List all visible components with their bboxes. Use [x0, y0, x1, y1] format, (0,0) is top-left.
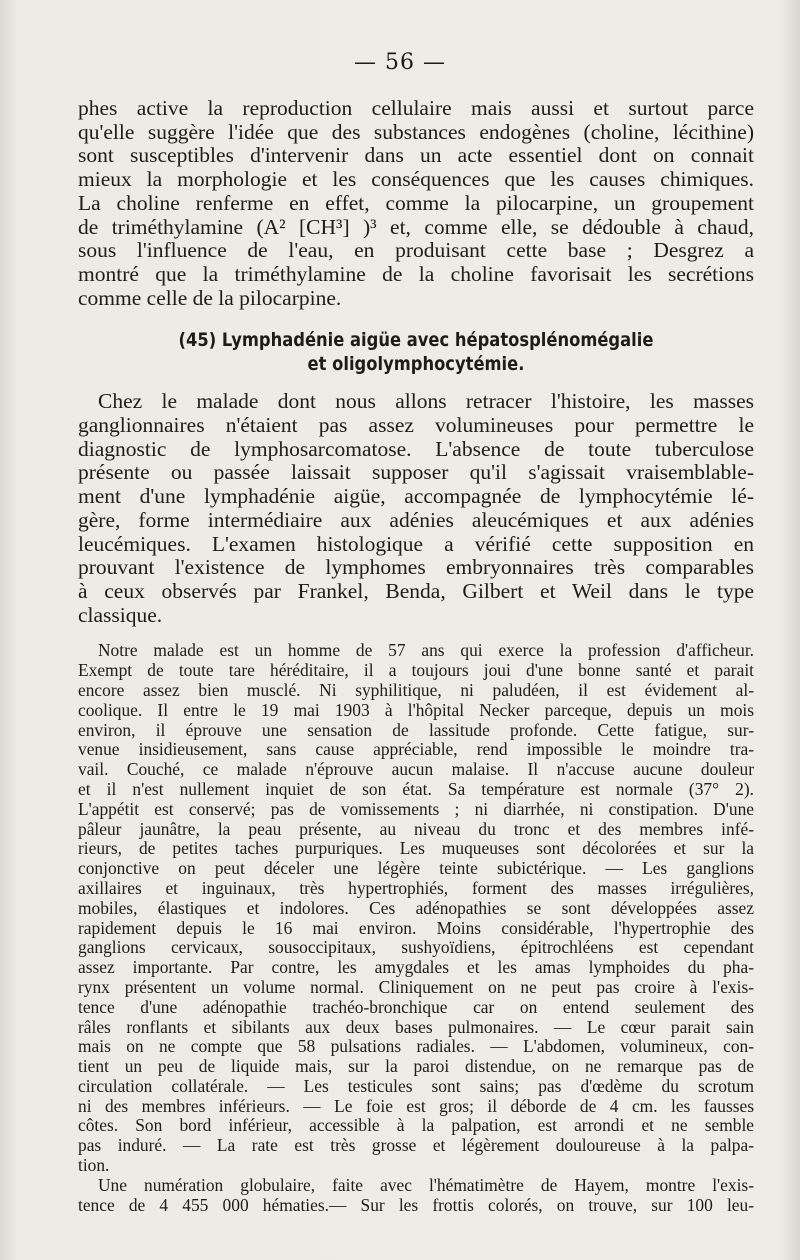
text-line: tence d'une adénopathie trachéo-bronchique car on entend seulement des [78, 996, 754, 1017]
section-title-line-1: (45) Lymphadénie aigüe avec hépatosplénomégalie [178, 329, 654, 352]
text-line: pâleur jaunâtre, la peau présente, au niveau du tronc et des membres infé- [78, 818, 754, 839]
text-line: Une numération globulaire, faite avec l'hématimètre de Hayem, montre l'exis- [98, 1174, 754, 1195]
text-line: leucémiques. L'examen histologique a vérifié cette supposition en [78, 531, 754, 556]
text-line: présente ou passée laissait supposer qu'il s'agissait vraisemblable- [78, 460, 754, 485]
text-line: Exempt de toute tare héréditaire, il a toujours joui d'une bonne santé et parait [78, 660, 754, 681]
text-line: assez importante. Par contre, les amygdales et les amas lymphoides du pha- [78, 957, 754, 978]
text-line: mieux la morphologie et les conséquences que les causes chimiques. [78, 167, 754, 192]
text-line: pas induré. — La rate est très grosse et légèrement douloureuse à la palpa- [78, 1135, 754, 1156]
text-line: rieurs, de petites taches purpuriques. Les muqueuses sont décolorées et sur la [78, 838, 754, 859]
text-line: tion. [78, 1155, 110, 1176]
paragraph-case-observation [78, 641, 754, 1215]
page-body [78, 97, 754, 1215]
text-line: montré que la triméthylamine de la choline favorisait les secrétions [78, 261, 754, 286]
text-line: ni des membres inférieurs. — Le foie est gros; il déborde de 4 cm. les fausses [78, 1095, 754, 1116]
text-line: tient un peu de liquide mais, sur la paroi distendue, on ne remarque pas de [78, 1056, 754, 1077]
text-line: diagnostic de lymphosarcomatose. L'absence de toute tuberculose [78, 436, 754, 461]
text-line: mais on ne compte que 58 pulsations radiales. — L'abdomen, volumineux, con- [78, 1036, 754, 1057]
text-line: de triméthylamine (A² [CH³] )³ et, comme elle, se dédouble à chaud, [78, 214, 754, 239]
text-line: côtes. Son bord inférieur, accessible à la palpation, est arrondi et ne semble [78, 1115, 754, 1136]
text-line: environ, il éprouve une sensation de lassitude profonde. Cette fatigue, sur- [78, 719, 754, 740]
page-number: — 56 — [354, 50, 446, 75]
text-line: sont susceptibles d'intervenir dans un acte essentiel dont on connait [78, 143, 754, 168]
text-line: coolique. Il entre le 19 mai 1903 à l'hôpital Necker parceque, depuis un mois [78, 699, 754, 720]
text-line: et il n'est nullement inquiet de son état. Sa température est normale (37° 2). [78, 778, 754, 799]
text-line: L'appétit est conservé; pas de vomissements ; ni diarrhée, ni constipation. D'une [78, 798, 754, 819]
text-line: mobiles, élastiques et indolores. Ces adénopathies se sont développées assez [78, 897, 754, 918]
text-line: râles ronflants et sibilants aux deux bases pulmonaires. — Le cœur parait sain [78, 1016, 754, 1037]
paragraph-pilocarpine [78, 97, 754, 310]
text-line: circulation collatérale. — Les testicules sont sains; pas d'œdème du scrotum [78, 1075, 754, 1096]
paragraph-case-intro [78, 390, 754, 627]
section-title [125, 328, 706, 376]
text-line: conjonctive on peut déceler une légère teinte subictérique. — Les ganglions [78, 858, 754, 879]
text-line: prouvant l'existence de lymphomes embryonnaires très comparables [78, 555, 754, 580]
text-line: ment d'une lymphadénie aigüe, accompagnée de lymphocytémie lé- [78, 484, 754, 509]
text-line: rapidement depuis le 16 mai environ. Moins considérable, l'hypertrophie des [78, 917, 754, 938]
text-line: venue insidieusement, sans cause appréciable, rend impossible le moindre tra- [78, 739, 754, 760]
text-line: gère, forme intermédiaire aux adénies aleucémiques et aux adénies [78, 507, 754, 532]
text-line: rynx présentent un volume normal. Cliniquement on ne peut pas croire à l'exis- [78, 976, 754, 997]
text-line: Chez le malade dont nous allons retracer l'histoire, les masses [98, 389, 754, 414]
text-line: comme celle de la pilocarpine. [78, 285, 342, 310]
text-line: vail. Couché, ce malade n'éprouve aucun malaise. Il n'accuse aucune douleur [78, 759, 754, 780]
text-line: La choline renferme en effet, comme la pilocarpine, un groupement [78, 190, 754, 215]
text-line: ganglions cervicaux, sousoccipitaux, sushyoïdiens, épitrochléens est cependant [78, 937, 754, 958]
text-line: à ceux observés par Frankel, Benda, Gilbert et Weil dans le type [78, 578, 754, 603]
text-line: classique. [78, 602, 163, 627]
text-line: ganglionnaires n'étaient pas assez volumineuses pour permettre le [78, 413, 754, 438]
text-line: sous l'influence de l'eau, en produisant cette base ; Desgrez a [78, 238, 754, 263]
text-line: tence de 4 455 000 hématies.— Sur les frottis colorés, on trouve, sur 100 leu- [78, 1194, 754, 1215]
text-line: Notre malade est un homme de 57 ans qui exerce la profession d'afficheur. [98, 640, 754, 661]
text-line: phes active la reproduction cellulaire mais aussi et surtout parce [78, 96, 754, 120]
section-title-line-2: et oligolymphocytémie. [307, 353, 525, 376]
text-line: axillaires et inguinaux, très hypertrophiés, forment des masses irrégulières, [78, 877, 754, 898]
text-line: encore assez bien musclé. Ni syphilitique, ni paludéen, il est évidement al- [78, 679, 754, 700]
text-line: qu'elle suggère l'idée que des substances endogènes (choline, lécithine) [78, 119, 754, 144]
